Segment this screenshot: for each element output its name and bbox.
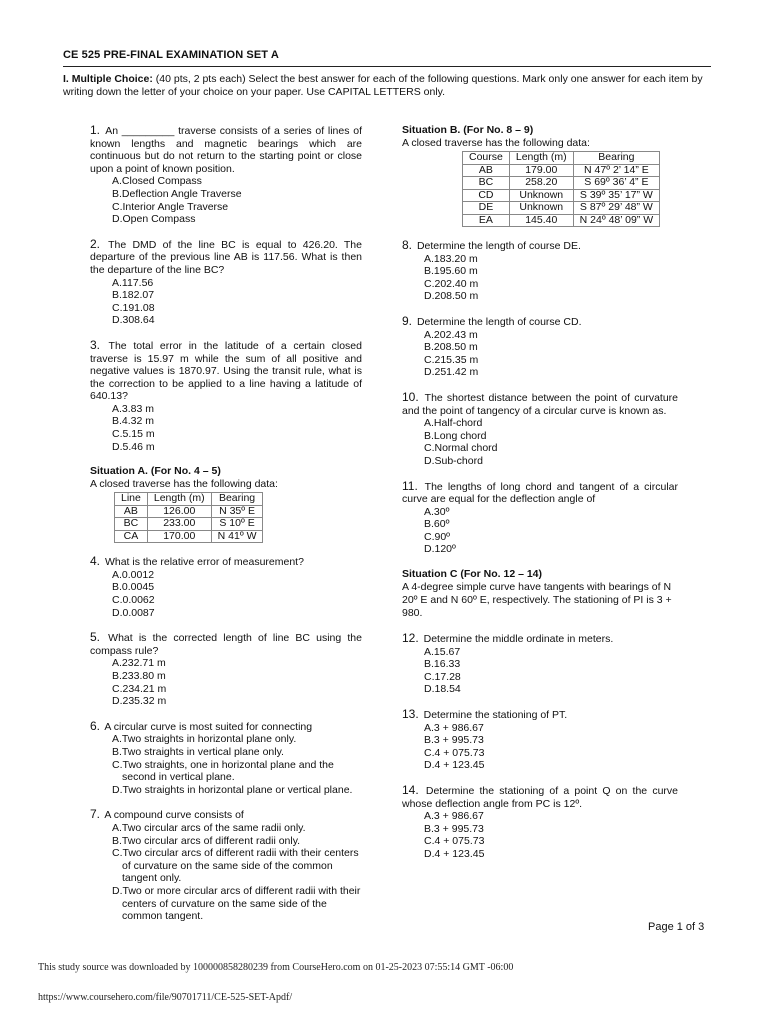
- table-cell: 233.00: [147, 518, 211, 531]
- option-b: B.182.07: [112, 289, 155, 302]
- column-header: Line: [115, 493, 148, 506]
- question-text: Determine the length of course DE.: [416, 240, 581, 252]
- question-number: 6.: [90, 718, 101, 733]
- answer-options: [90, 822, 362, 923]
- table-cell: 170.00: [147, 530, 211, 543]
- question-number: 3.: [90, 337, 101, 352]
- situation-title: Situation C (For No. 12 – 14): [402, 568, 543, 581]
- option-a: A.232.71 m: [112, 657, 166, 670]
- question-12: [402, 632, 678, 696]
- table-cell: Unknown: [509, 189, 573, 202]
- question-6: [90, 720, 362, 797]
- question-text: Determine the length of course CD.: [416, 315, 582, 328]
- table-cell: N 35º E: [211, 505, 263, 518]
- title-divider: [63, 66, 711, 67]
- option-c: C.202.40 m: [424, 277, 479, 290]
- question-text: What is the relative error of measurement?: [104, 556, 304, 569]
- option-b: B.208.50 m: [424, 341, 478, 354]
- table-cell: S 87º 29’ 48” W: [573, 202, 659, 215]
- question-text: An _________ traverse consists of a series of lines of known lengths and magnetic bearings which are continuous but do not return to the starting point or close upon a point of known position.: [90, 125, 362, 175]
- answer-options: [90, 657, 362, 707]
- table-cell: AB: [463, 164, 510, 177]
- table-cell: CD: [463, 189, 510, 202]
- question-number: 13.: [402, 707, 419, 722]
- table-cell: BC: [463, 177, 510, 190]
- column-header: Course: [463, 152, 510, 165]
- answer-options: [402, 417, 678, 467]
- answer-options: [90, 569, 362, 619]
- question-text: A compound curve consists of: [104, 809, 244, 822]
- question-text: Determine the stationing of a point Q on the curve whose deflection angle from PC is 12º.: [402, 785, 678, 810]
- question-14: [402, 784, 678, 861]
- question-13: [402, 708, 678, 772]
- right-column: [402, 124, 678, 873]
- table-cell: AB: [115, 505, 148, 518]
- table-row: [463, 189, 660, 202]
- option-a: A.Closed Compass: [112, 175, 202, 188]
- option-c: C.Two circular arcs of different radii with their centers of curvature on the same side of the common tangent only.: [112, 847, 359, 885]
- traverse-table: [462, 151, 660, 227]
- question-number: 8.: [402, 238, 413, 252]
- question-number: 4.: [90, 554, 101, 569]
- table-cell: 179.00: [509, 164, 573, 177]
- column-header: Length (m): [509, 152, 573, 165]
- option-d: D.Two or more circular arcs of different radii with their centers of curvature on the same side of the common tangent.: [112, 884, 361, 923]
- option-a: A.Two circular arcs of the same radii only.: [112, 821, 306, 834]
- table-cell: Unknown: [509, 202, 573, 215]
- table-cell: S 10º E: [211, 518, 263, 531]
- option-c: C.17.28: [424, 670, 461, 683]
- option-c: C.191.08: [112, 301, 155, 314]
- question-text: The total error in the latitude of a certain closed traverse is 15.97 m while the sum of all positive and negative values is 1870.97. Using the transit rule, what is the correction to be applied to a line having a latitude of 640.13?: [90, 339, 362, 403]
- table-row: [463, 202, 660, 215]
- answer-options: [90, 733, 362, 796]
- table-cell: S 69º 36’ 4” E: [573, 177, 659, 190]
- table-cell: 126.00: [147, 505, 211, 518]
- situation-description: A closed traverse has the following data:: [402, 137, 590, 149]
- question-8: [402, 239, 678, 303]
- page-number: Page 1 of 3: [648, 921, 705, 933]
- answer-options: [90, 403, 362, 453]
- answer-options: [90, 277, 362, 327]
- situation-c: [402, 568, 678, 620]
- option-a: A.3 + 986.67: [424, 721, 484, 734]
- option-d: D.120º: [424, 543, 456, 556]
- option-d: D.235.32 m: [112, 695, 167, 708]
- option-c: C.4 + 075.73: [424, 746, 485, 759]
- situation-title: Situation A. (For No. 4 – 5): [90, 465, 221, 478]
- table-row: [463, 164, 660, 177]
- column-header: Bearing: [211, 493, 263, 506]
- column-header: Bearing: [573, 152, 659, 165]
- question-text: Determine the stationing of PT.: [423, 709, 568, 722]
- instructions-text: (40 pts, 2 pts each) Select the best answer for each of the following questions. Mark only one answer for each item by writing down the letter of your choice on your paper. Use CAPITAL LETTERS only.: [63, 73, 703, 98]
- question-number: 12.: [402, 631, 419, 646]
- table-row: [115, 518, 263, 531]
- table-row: [463, 214, 660, 227]
- option-c: C.234.21 m: [112, 682, 167, 695]
- question-2: [90, 238, 362, 327]
- instructions-lead: I. Multiple Choice:: [63, 73, 153, 85]
- table-cell: DE: [463, 202, 510, 215]
- option-c: C.Normal chord: [424, 442, 498, 455]
- situation-a: [90, 465, 362, 543]
- question-number: 10.: [402, 389, 419, 404]
- situation-title: Situation B. (For No. 8 – 9): [402, 124, 534, 136]
- question-4: [90, 555, 362, 619]
- option-a: A.202.43 m: [424, 328, 478, 341]
- answer-options: [402, 722, 678, 772]
- column-header: Length (m): [147, 493, 211, 506]
- exam-title: CE 525 PRE-FINAL EXAMINATION SET A: [63, 49, 279, 61]
- instructions: [63, 73, 713, 99]
- option-a: A.Half-chord: [424, 417, 483, 430]
- option-b: B.195.60 m: [424, 265, 478, 278]
- traverse-table: [114, 492, 263, 543]
- question-number: 14.: [402, 783, 419, 797]
- question-3: [90, 339, 362, 453]
- option-a: A.30º: [424, 505, 450, 518]
- option-d: D.18.54: [424, 683, 461, 696]
- option-d: D.4 + 123.45: [424, 847, 485, 860]
- question-5: [90, 631, 362, 708]
- question-11: [402, 480, 678, 557]
- option-b: B.Long chord: [424, 429, 487, 442]
- option-b: B.Two circular arcs of different radii only.: [112, 834, 301, 847]
- option-c: C.215.35 m: [424, 353, 479, 366]
- table-cell: N 47º 2’ 14” E: [573, 164, 659, 177]
- question-text: The DMD of the line BC is equal to 426.20. The departure of the previous line AB is 117.56. What is then the departure of the line BC?: [90, 238, 362, 276]
- question-number: 9.: [402, 313, 413, 328]
- table-cell: 145.40: [509, 214, 573, 227]
- question-text: A circular curve is most suited for connecting: [104, 720, 313, 733]
- left-column: [90, 124, 362, 935]
- answer-options: [402, 253, 678, 303]
- answer-options: [90, 175, 362, 225]
- situation-description: A 4-degree simple curve have tangents with bearings of N 20º E and N 60º E, respectively. The stationing of PI is 3 + 980.: [402, 581, 672, 620]
- option-b: B.Deflection Angle Traverse: [112, 187, 242, 200]
- option-a: A.15.67: [424, 645, 461, 658]
- option-d: D.4 + 123.45: [424, 759, 485, 772]
- answer-options: [402, 646, 678, 696]
- option-d: D.5.46 m: [112, 440, 155, 453]
- answer-options: [402, 810, 678, 860]
- option-a: A.117.56: [112, 276, 154, 289]
- option-d: D.308.64: [112, 314, 155, 327]
- question-number: 7.: [90, 807, 101, 822]
- option-a: A.3.83 m: [112, 402, 155, 415]
- option-c: C.Two straights, one in horizontal plane and the second in vertical plane.: [112, 758, 334, 784]
- question-number: 11.: [402, 478, 418, 493]
- table-cell: CA: [115, 530, 148, 543]
- table-cell: N 41º W: [211, 530, 263, 543]
- answer-options: [402, 506, 678, 556]
- question-text: What is the corrected length of line BC using the compass rule?: [90, 632, 362, 657]
- download-notice: This study source was downloaded by 100000858280239 from CourseHero.com on 01-25-2023 07:55:14 GMT -06:00: [38, 962, 514, 973]
- table-cell: EA: [463, 214, 510, 227]
- question-7: [90, 808, 362, 922]
- option-a: A.183.20 m: [424, 252, 478, 265]
- option-b: B.Two straights in vertical plane only.: [112, 745, 284, 758]
- question-1: [90, 124, 362, 226]
- option-a: A.Two straights in horizontal plane only.: [112, 733, 297, 746]
- option-a: A.3 + 986.67: [424, 810, 484, 823]
- question-number: 5.: [90, 630, 101, 645]
- question-text: The shortest distance between the point of curvature and the point of tangency of a circular curve is known as.: [402, 391, 678, 417]
- option-b: B.4.32 m: [112, 415, 155, 428]
- option-d: D.Sub-chord: [424, 454, 483, 467]
- option-d: D.0.0087: [112, 606, 155, 619]
- option-a: A.0.0012: [112, 568, 155, 581]
- option-b: B.3 + 995.73: [424, 822, 484, 835]
- question-text: The lengths of long chord and tangent of a circular curve are equal for the deflection angle of: [402, 480, 678, 506]
- option-d: D.208.50 m: [424, 290, 479, 303]
- option-b: B.60º: [424, 518, 450, 531]
- table-header-row: [463, 152, 660, 165]
- option-b: B.16.33: [424, 658, 461, 671]
- option-c: C.Interior Angle Traverse: [112, 200, 229, 213]
- table-row: [463, 177, 660, 190]
- option-d: D.Open Compass: [112, 213, 196, 226]
- option-d: D.251.42 m: [424, 366, 479, 379]
- option-c: C.4 + 075.73: [424, 835, 485, 848]
- option-c: C.5.15 m: [112, 428, 155, 441]
- table-row: [115, 505, 263, 518]
- source-url: https://www.coursehero.com/file/90701711/CE-525-SET-Apdf/: [38, 992, 293, 1003]
- situation-description: A closed traverse has the following data:: [90, 478, 278, 491]
- question-number: 1.: [90, 123, 101, 137]
- answer-options: [402, 329, 678, 379]
- table-row: [115, 530, 263, 543]
- situation-b: [402, 124, 678, 227]
- question-text: Determine the middle ordinate in meters.: [423, 633, 614, 646]
- option-c: C.0.0062: [112, 594, 155, 607]
- question-number: 2.: [90, 236, 101, 251]
- table-cell: S 39º 35’ 17” W: [573, 189, 659, 202]
- option-d: D.Two straights in horizontal plane or vertical plane.: [112, 783, 353, 796]
- option-b: B.3 + 995.73: [424, 734, 484, 747]
- option-b: B.233.80 m: [112, 670, 166, 682]
- table-cell: 258.20: [509, 177, 573, 190]
- question-9: [402, 315, 678, 379]
- table-cell: BC: [115, 518, 148, 531]
- table-header-row: [115, 493, 263, 506]
- question-10: [402, 391, 678, 468]
- option-c: C.90º: [424, 530, 451, 543]
- table-cell: N 24º 48’ 09” W: [573, 214, 659, 227]
- option-b: B.0.0045: [112, 581, 155, 594]
